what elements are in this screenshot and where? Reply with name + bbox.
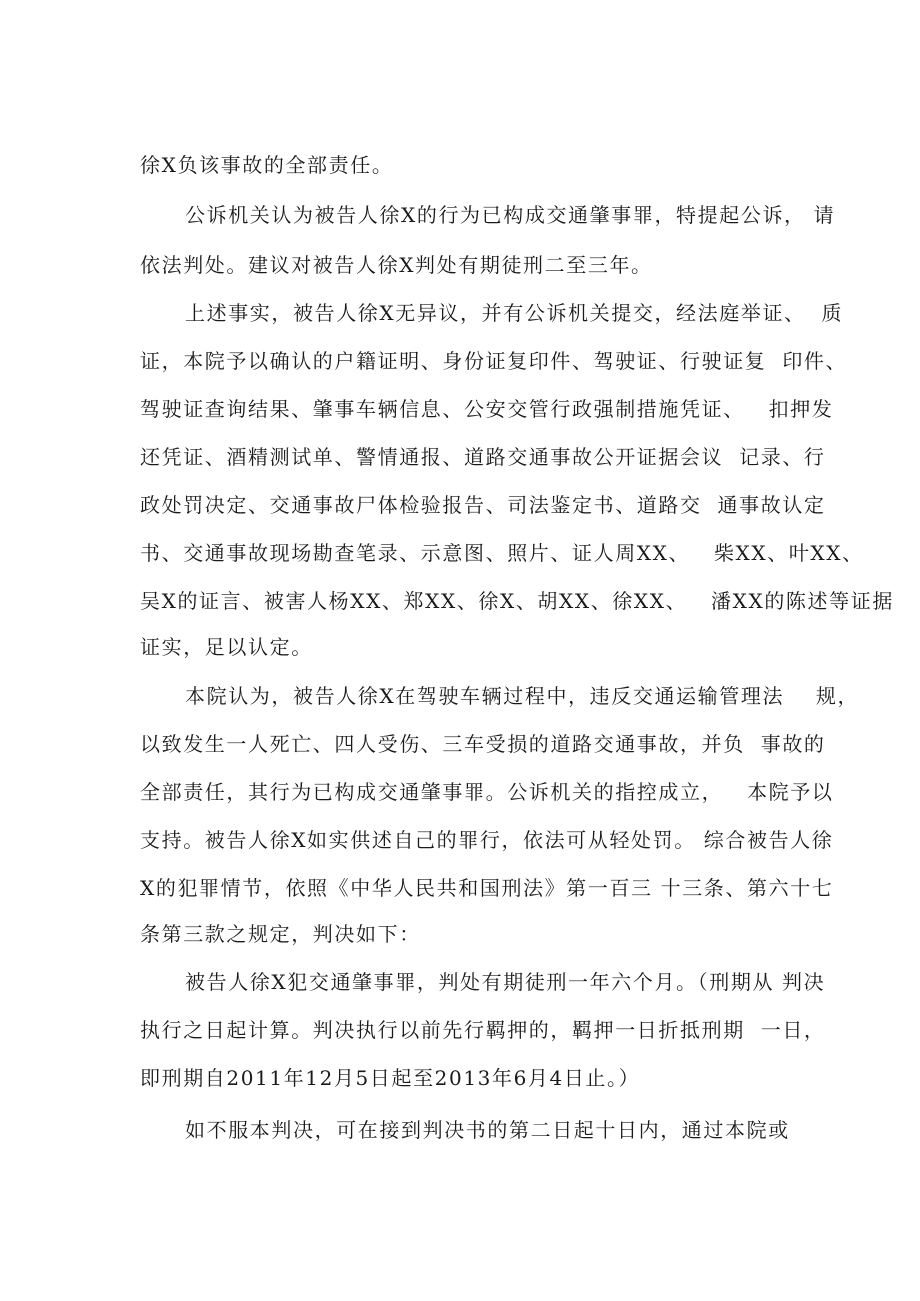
text-line-13: 以致发生一人死亡、四人受伤、三车受损的道路交通事故，并负 事故的: [140, 732, 826, 756]
text-line-12: 本院认为，被告人徐X在驾驶车辆过程中，违反交通运输管理法 规，: [185, 684, 860, 708]
text-line-10: 吴X的证言、被害人杨XX、郑XX、徐X、胡XX、徐XX、 潘XX的陈述等证据: [140, 589, 894, 613]
text-line-6: 驾驶证查询结果、肇事车辆信息、公安交管行政强制措施凭证、 扣押发: [140, 397, 834, 421]
text-line-14: 全部责任，其行为已构成交通肇事罪。公诉机关的指控成立， 本院予以: [140, 780, 834, 804]
text-line-20: 即刑期自2011年12月5日起至2013年6月4日止。）: [140, 1066, 641, 1090]
text-line-11: 证实，足以认定。: [140, 635, 313, 659]
text-line-18: 被告人徐X犯交通肇事罪，判处有期徒刑一年六个月。（刑期从 判决: [185, 970, 826, 994]
text-line-9: 书、交通事故现场勘查笔录、示意图、照片、证人周XX、 柴XX、叶XX、: [140, 541, 864, 565]
text-line-8: 政处罚决定、交通事故尸体检验报告、司法鉴定书、道路交 通事故认定: [140, 493, 826, 517]
text-line-5: 证，本院予以确认的户籍证明、身份证复印件、驾驶证、行驶证复 印件、: [140, 349, 848, 373]
text-line-1: 徐X负该事故的全部责任。: [140, 153, 394, 177]
text-line-4: 上述事实，被告人徐X无异议，并有公诉机关提交，经法庭举证、 质: [185, 301, 844, 325]
text-line-17: 条第三款之规定，判决如下：: [140, 922, 421, 946]
text-line-16: X的犯罪情节，依照《中华人民共和国刑法》第一百三 十三条、第六十七: [140, 876, 834, 900]
text-line-21: 如不服本判决，可在接到判决书的第二日起十日内，通过本院或: [185, 1118, 790, 1142]
text-line-7: 还凭证、酒精测试单、警情通报、道路交通事故公开证据会议 记录、行: [140, 445, 826, 469]
text-line-3: 依法判处。建议对被告人徐X判处有期徒刑二至三年。: [140, 253, 653, 277]
text-line-2: 公诉机关认为被告人徐X的行为已构成交通肇事罪，特提起公诉， 请: [185, 203, 836, 227]
text-line-19: 执行之日起计算。判决执行以前先行羁押的，羁押一日折抵刑期 一日，: [140, 1018, 826, 1042]
text-line-15: 支持。被告人徐X如实供述自己的罪行，依法可从轻处罚。 综合被告人徐: [140, 828, 834, 852]
